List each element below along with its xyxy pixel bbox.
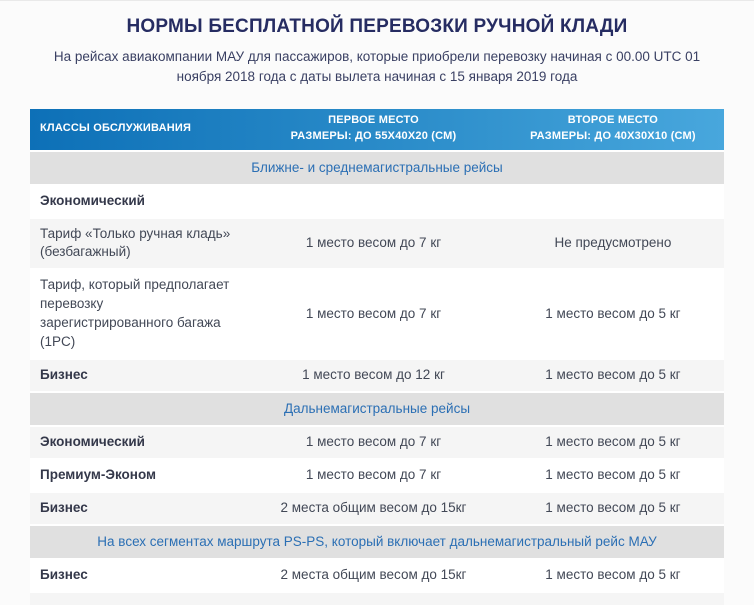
first-place-cell: 1 место весом до 7 кг (305, 466, 442, 482)
table-row (30, 458, 724, 491)
column-header-second-place-line2: РАЗМЕРЫ: ДО 40X30X10 (СМ) (530, 130, 696, 142)
second-place-cell: 1 место весом до 5 кг (545, 366, 681, 382)
page-subtitle: На рейсах авиакомпании МАУ для пассажиров, которые приобрели перевозку начиная с 00.00 UTC 01 ноября 2018 года с даты вылета начиная с 15 января 2019 года (53, 49, 701, 85)
first-place-cell: 1 место весом до 7 кг (305, 305, 442, 321)
column-header-second-place-line1: ВТОРОЕ МЕСТО (567, 114, 659, 127)
service-class-cell: Экономический (40, 192, 145, 208)
column-header-service-classes: КЛАССЫ ОБСЛУЖИВАНИЯ (40, 122, 192, 135)
table-row (30, 184, 724, 217)
table-header-row (30, 109, 724, 150)
table-row (30, 358, 724, 391)
first-place-cell (245, 195, 502, 207)
section-header-row: На всех сегментах маршрута PS-PS, который включает дальнемагистральный рейс МАУ (30, 524, 724, 558)
column-header-first-place (245, 109, 502, 149)
first-place-cell: 1 место весом до 7 кг (305, 434, 442, 449)
table-body (30, 150, 724, 591)
second-place-cell: 1 место весом до 5 кг (545, 566, 681, 582)
second-place-cell: 1 место весом до 5 кг (545, 466, 681, 482)
page-title: НОРМЫ БЕСПЛАТНОЙ ПЕРЕВОЗКИ РУЧНОЙ КЛАДИ (126, 16, 628, 37)
hand-luggage-allowance-page (0, 16, 754, 605)
second-place-cell: Не предусмотрено (554, 235, 672, 251)
first-place-cell: 1 место весом до 7 кг (305, 235, 442, 251)
column-header-second-place (502, 109, 724, 149)
service-class-cell: Бизнес (40, 499, 88, 515)
section-header-row: Ближне- и среднемагистральные рейсы (30, 150, 724, 184)
first-place-cell: 2 места общим весом до 15кг (280, 566, 467, 582)
table-row (30, 425, 724, 458)
table-row (30, 491, 724, 524)
second-place-cell: 1 место весом до 5 кг (545, 305, 681, 321)
second-place-cell (502, 195, 724, 207)
second-place-cell: 1 место весом до 5 кг (545, 499, 681, 515)
table-row (30, 558, 724, 591)
first-place-cell: 2 места общим весом до 15кг (280, 499, 467, 515)
first-place-cell: 1 место весом до 12 кг (302, 366, 445, 382)
service-class-cell: Тариф, который предполагает перевозку зарегистрированного багажа (1PC) (40, 277, 230, 350)
hand-luggage-table (30, 109, 724, 605)
service-class-cell: Бизнес (40, 566, 88, 582)
table-row (30, 268, 724, 358)
table-row (30, 217, 724, 269)
second-place-cell: 1 место весом до 5 кг (545, 434, 681, 449)
service-class-cell: Премиум-Эконом (40, 466, 157, 482)
column-header-first-place-line1: ПЕРВОЕ МЕСТО (328, 114, 419, 127)
partial-next-row-strip (30, 591, 724, 605)
service-class-cell: Бизнес (40, 366, 88, 382)
service-class-cell: Тариф «Только ручная кладь» (безбагажный) (40, 225, 231, 260)
service-class-cell: Экономический (40, 434, 145, 449)
column-header-first-place-line2: РАЗМЕРЫ: ДО 55X40X20 (СМ) (290, 130, 457, 142)
section-header-row: Дальнемагистральные рейсы (30, 391, 724, 425)
